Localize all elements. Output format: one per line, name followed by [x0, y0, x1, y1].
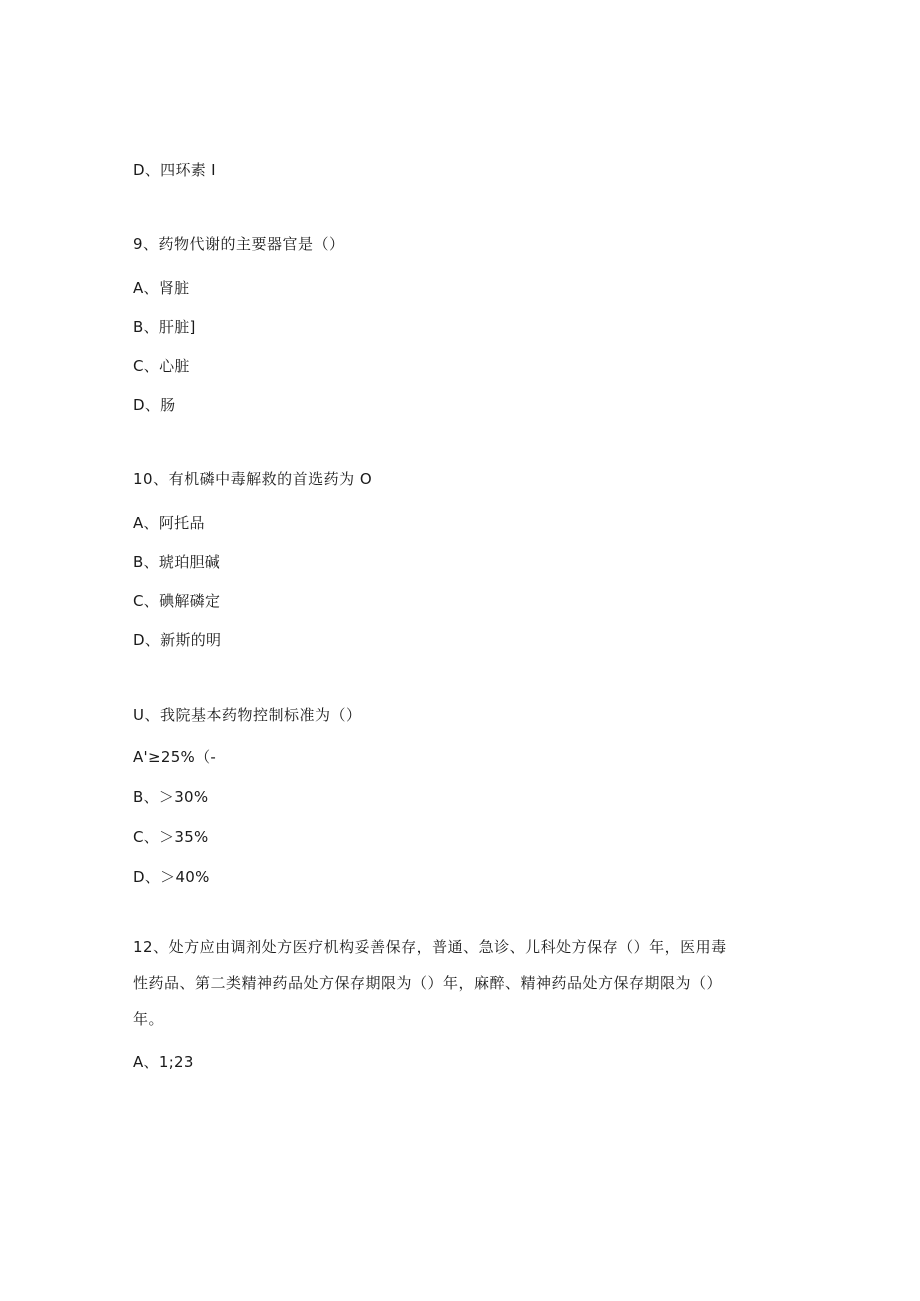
- option-c-q10: C、碘解磷定: [133, 592, 221, 610]
- option-d-q11: D、＞40%: [133, 868, 210, 886]
- question-12-stem-line-2: 性药品、第二类精神药品处方保存期限为（）年，麻醉、精神药品处方保存期限为（）: [133, 974, 723, 992]
- option-c-q9: C、心脏: [133, 357, 190, 375]
- option-c-q11: C、＞35%: [133, 828, 209, 846]
- option-a-q9: A、肾脏: [133, 279, 190, 297]
- option-a-q12: A、1;23: [133, 1053, 194, 1071]
- question-9-stem: 9、药物代谢的主要器官是（）: [133, 235, 345, 253]
- option-d-q10: D、新斯的明: [133, 631, 222, 649]
- option-b-q11: B、＞30%: [133, 788, 209, 806]
- question-12-stem-line-1: 12、处方应由调剂处方医疗机构妥善保存，普通、急诊、儿科处方保存（）年，医用毒: [133, 938, 727, 956]
- question-10-stem: 10、有机磷中毒解救的首选药为 O: [133, 470, 373, 488]
- option-a-q10: A、阿托品: [133, 514, 205, 532]
- option-b-q9: B、肝脏]: [133, 318, 196, 336]
- question-12-stem-line-3: 年。: [133, 1010, 165, 1028]
- question-11-stem: U、我院基本药物控制标准为（）: [133, 706, 362, 724]
- option-d-q9: D、肠: [133, 396, 176, 414]
- option-a-q11: A'≥25%（-: [133, 748, 217, 766]
- option-b-q10: B、琥珀胆碱: [133, 553, 221, 571]
- option-d-q8: D、四环素 I: [133, 161, 216, 179]
